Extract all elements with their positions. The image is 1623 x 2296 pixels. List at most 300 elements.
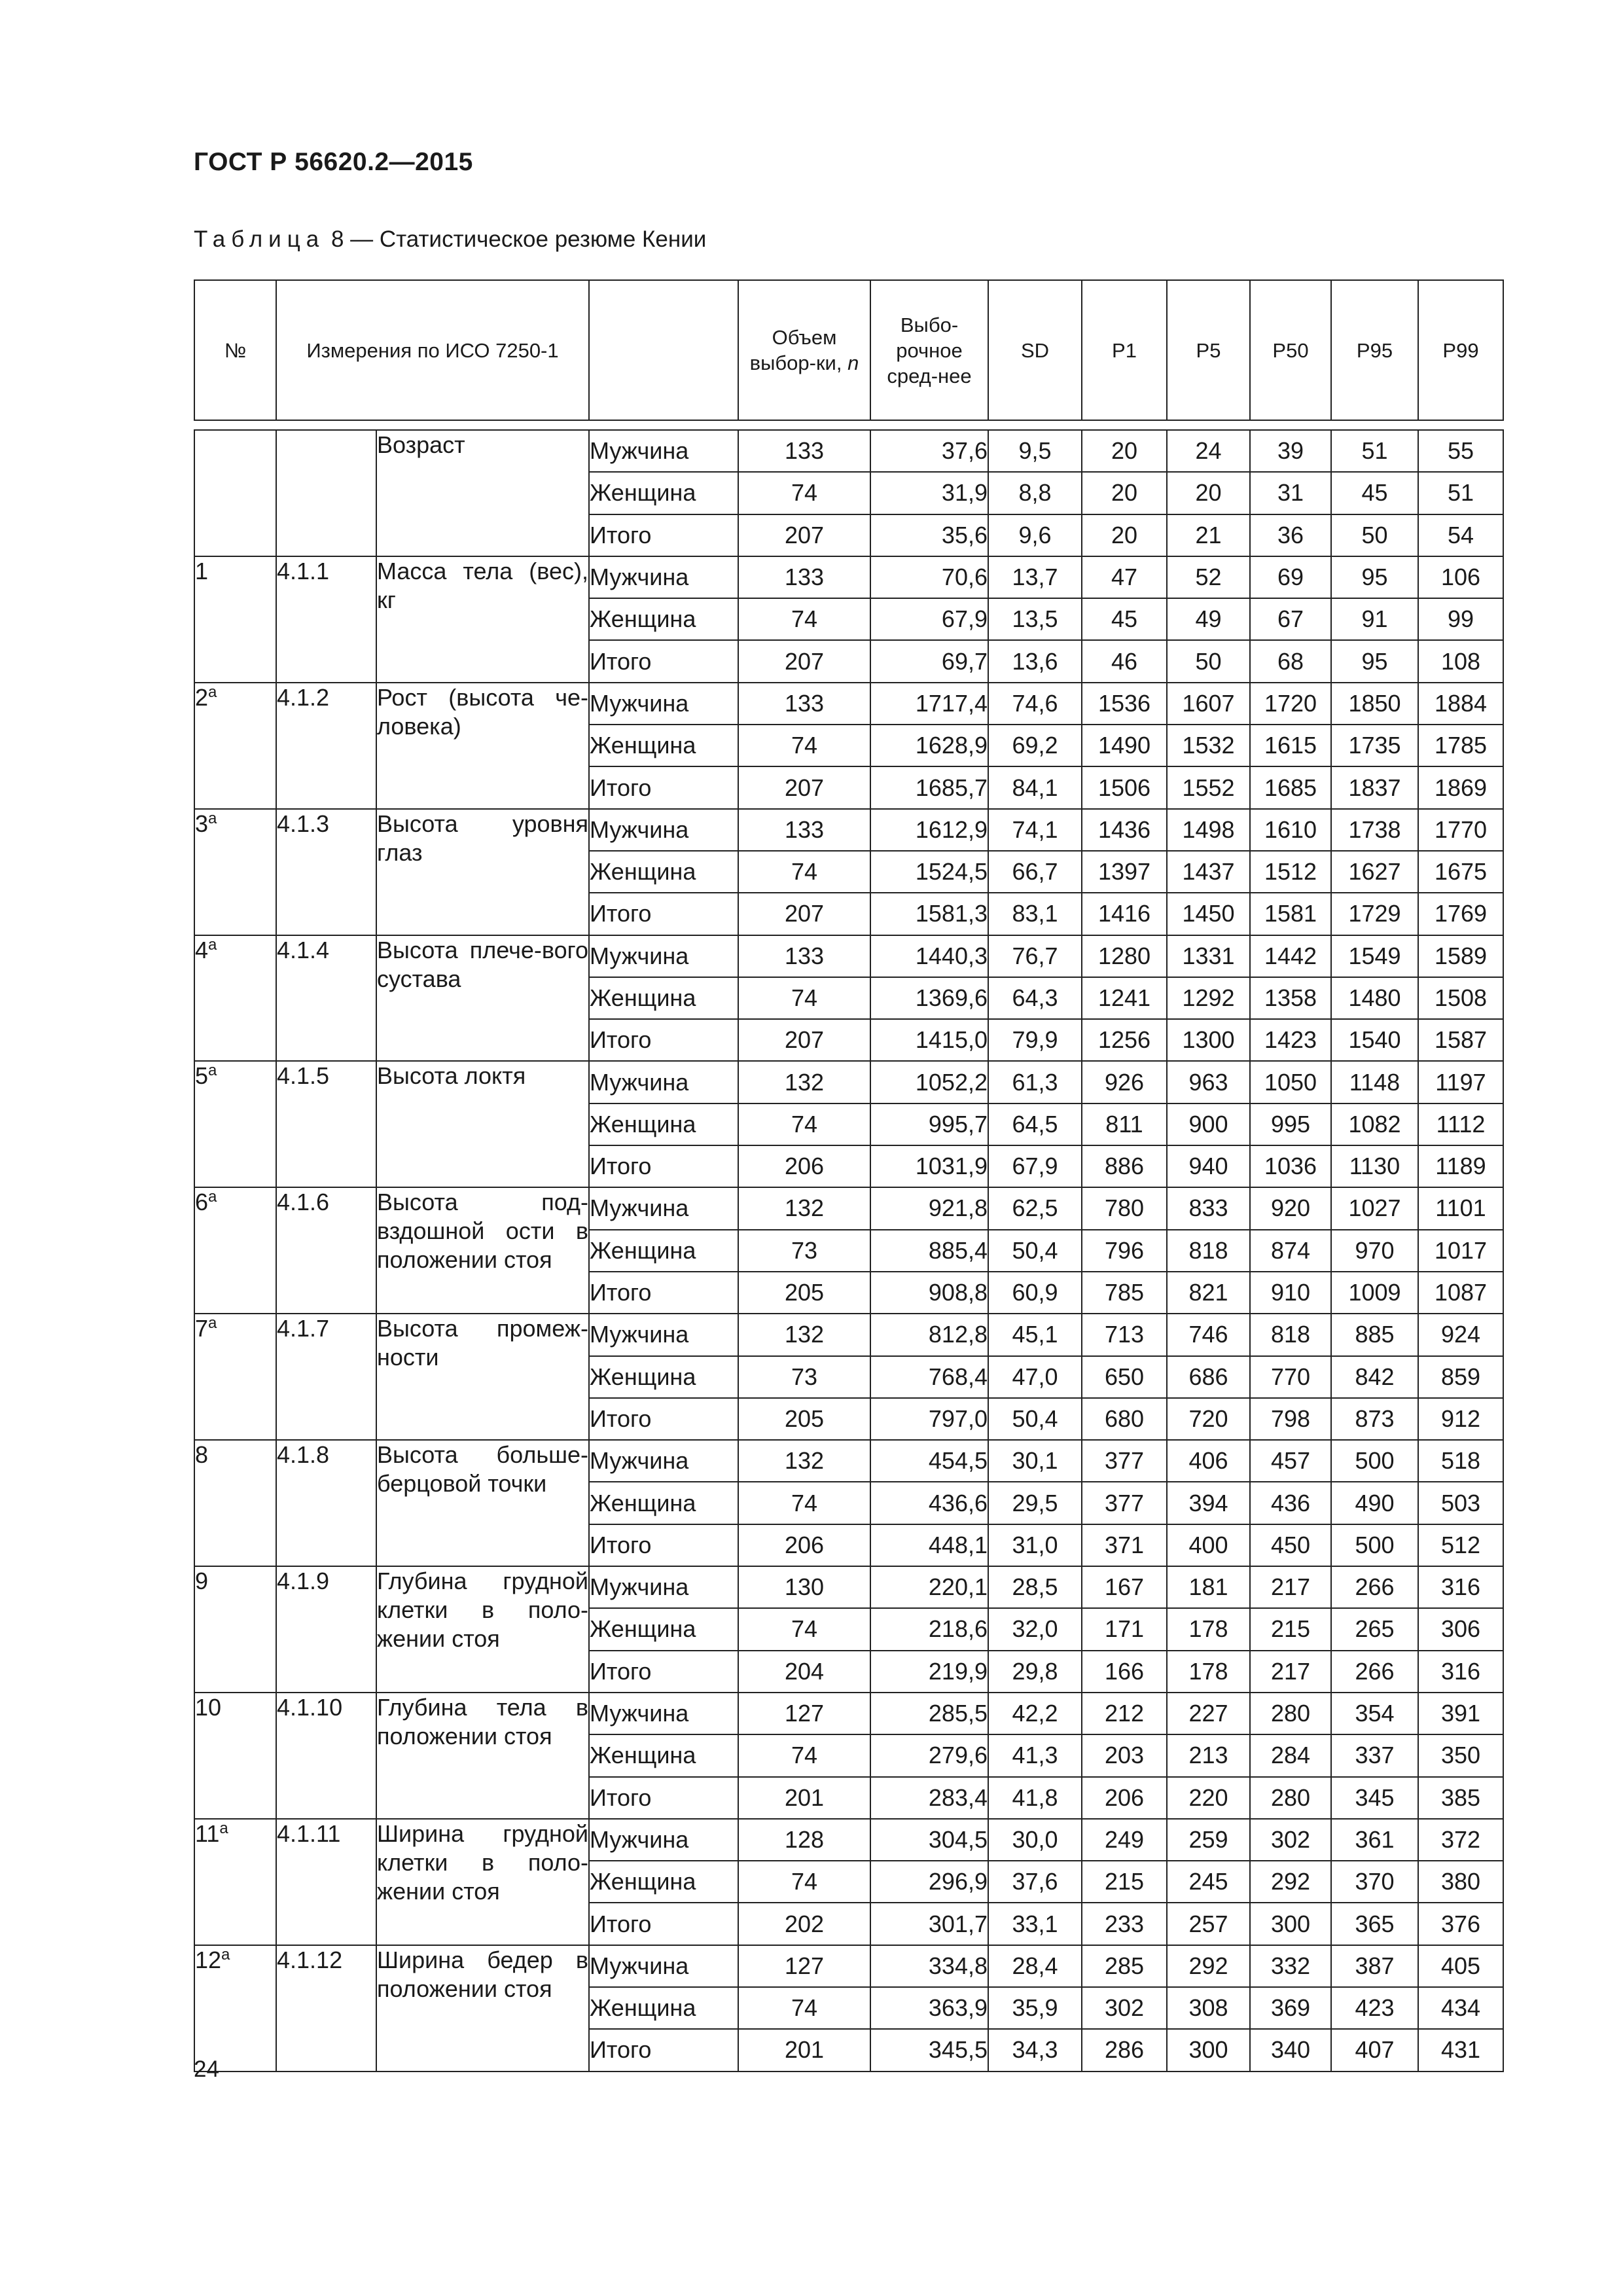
cell-mean: 448,1 [870,1524,988,1566]
cell-p99: 1101 [1418,1187,1503,1229]
measurement-group [194,1945,1503,2072]
cell-p95: 95 [1331,640,1418,682]
cell-p50: 36 [1250,514,1331,556]
header-p1: P1 [1082,280,1167,420]
cell-p95: 95 [1331,556,1418,598]
cell-p99: 1087 [1418,1272,1503,1314]
cell-p99: 51 [1418,472,1503,514]
header-sample-mean: Выбо-рочное сред-нее [870,280,988,420]
cell-mean: 345,5 [870,2029,988,2071]
row-number [194,1819,276,1945]
row-number [194,1440,276,1566]
footnote-mark: a [208,1314,217,1333]
sex-label: Женщина [589,1103,738,1145]
cell-p50: 1720 [1250,683,1331,725]
cell-p99: 316 [1418,1651,1503,1693]
cell-mean: 1685,7 [870,766,988,808]
cell-sd: 41,3 [988,1734,1082,1776]
cell-p1: 46 [1082,640,1167,682]
cell-p95: 1549 [1331,935,1418,977]
table-row [194,1566,1503,1608]
cell-p50: 332 [1250,1945,1331,1987]
measurement-name: Высота промеж-ности [376,1314,589,1440]
cell-n: 205 [738,1272,870,1314]
cell-p99: 306 [1418,1608,1503,1650]
footnote-mark: a [221,1945,230,1964]
cell-p5: 400 [1167,1524,1250,1566]
row-number [194,1945,276,2072]
measurement-group [194,556,1503,683]
measurement-name: Глубина грудной клетки в поло-жении стоя [376,1566,589,1693]
sex-label: Мужчина [589,1693,738,1734]
measurement-group [194,430,1503,556]
cell-p50: 68 [1250,640,1331,682]
cell-mean: 1415,0 [870,1019,988,1061]
sex-label: Мужчина [589,935,738,977]
row-number [194,1566,276,1693]
cell-p50: 874 [1250,1230,1331,1272]
iso-clause: 4.1.3 [276,809,376,935]
cell-p50: 284 [1250,1734,1331,1776]
sex-label: Мужчина [589,556,738,598]
sex-label: Мужчина [589,1061,738,1103]
cell-p95: 361 [1331,1819,1418,1861]
cell-mean: 1717,4 [870,683,988,725]
cell-n: 206 [738,1524,870,1566]
cell-sd: 42,2 [988,1693,1082,1734]
header-sample-size-text: Объем выбор-ки, [749,326,848,374]
cell-p5: 227 [1167,1693,1250,1734]
cell-sd: 64,5 [988,1103,1082,1145]
cell-p95: 407 [1331,2029,1418,2071]
measurement-name: Высота плече-вого сустава [376,935,589,1062]
cell-p1: 20 [1082,514,1167,556]
cell-mean: 908,8 [870,1272,988,1314]
sex-label: Итого [589,1272,738,1314]
cell-mean: 220,1 [870,1566,988,1608]
footnote-mark: a [208,1188,217,1206]
sex-label: Женщина [589,1861,738,1903]
sex-label: Женщина [589,1987,738,2029]
cell-p50: 31 [1250,472,1331,514]
cell-p1: 171 [1082,1608,1167,1650]
cell-n: 201 [738,1777,870,1819]
cell-p50: 798 [1250,1398,1331,1440]
iso-clause: 4.1.6 [276,1187,376,1314]
measurement-group [194,935,1503,1062]
iso-clause: 4.1.8 [276,1440,376,1566]
table-row [194,430,1503,472]
cell-p5: 1607 [1167,683,1250,725]
cell-sd: 30,1 [988,1440,1082,1482]
cell-n: 74 [738,1608,870,1650]
cell-n: 74 [738,1861,870,1903]
cell-sd: 29,8 [988,1651,1082,1693]
header-p99: P99 [1418,280,1503,420]
cell-mean: 67,9 [870,598,988,640]
cell-p1: 286 [1082,2029,1167,2071]
cell-p95: 1729 [1331,893,1418,935]
sex-label: Мужчина [589,683,738,725]
cell-p5: 1532 [1167,725,1250,766]
row-number [194,1187,276,1314]
table-caption-text: 8 — Статистическое резюме Кении [325,226,707,252]
measurement-name: Высота больше-берцовой точки [376,1440,589,1566]
cell-mean: 283,4 [870,1777,988,1819]
cell-p1: 926 [1082,1061,1167,1103]
table-row [194,1945,1503,1987]
cell-p5: 50 [1167,640,1250,682]
cell-n: 133 [738,683,870,725]
sex-label: Итого [589,893,738,935]
cell-sd: 60,9 [988,1272,1082,1314]
cell-p95: 1009 [1331,1272,1418,1314]
table-row [194,1187,1503,1229]
cell-mean: 304,5 [870,1819,988,1861]
row-number [194,683,276,809]
cell-n: 207 [738,1019,870,1061]
cell-p50: 457 [1250,1440,1331,1482]
iso-clause: 4.1.5 [276,1061,376,1187]
sex-label: Итого [589,1651,738,1693]
cell-p1: 377 [1082,1482,1167,1524]
cell-sd: 84,1 [988,766,1082,808]
cell-p50: 300 [1250,1903,1331,1945]
sex-label: Итого [589,1019,738,1061]
cell-mean: 285,5 [870,1693,988,1734]
cell-p1: 249 [1082,1819,1167,1861]
cell-p50: 1581 [1250,893,1331,935]
cell-p50: 1512 [1250,851,1331,893]
cell-p99: 54 [1418,514,1503,556]
cell-p50: 340 [1250,2029,1331,2071]
cell-p99: 316 [1418,1566,1503,1608]
header-sd: SD [988,280,1082,420]
cell-p99: 391 [1418,1693,1503,1734]
sex-label: Женщина [589,472,738,514]
cell-p1: 20 [1082,472,1167,514]
cell-p99: 1675 [1418,851,1503,893]
iso-clause [276,430,376,556]
measurement-name: Высота локтя [376,1061,589,1187]
measurement-group [194,1440,1503,1566]
cell-p99: 1112 [1418,1103,1503,1145]
header-p50: P50 [1250,280,1331,420]
cell-sd: 41,8 [988,1777,1082,1819]
cell-sd: 83,1 [988,893,1082,935]
cell-p95: 266 [1331,1566,1418,1608]
row-number [194,935,276,1062]
header-p95: P95 [1331,280,1418,420]
cell-n: 74 [738,1103,870,1145]
cell-p99: 512 [1418,1524,1503,1566]
cell-sd: 69,2 [988,725,1082,766]
cell-p50: 1442 [1250,935,1331,977]
cell-mean: 1612,9 [870,809,988,851]
header-sample-size [738,280,870,420]
iso-clause: 4.1.10 [276,1693,376,1819]
cell-p1: 650 [1082,1356,1167,1398]
cell-p5: 257 [1167,1903,1250,1945]
cell-sd: 31,0 [988,1524,1082,1566]
cell-sd: 33,1 [988,1903,1082,1945]
cell-p5: 1552 [1167,766,1250,808]
cell-p50: 215 [1250,1608,1331,1650]
cell-p95: 354 [1331,1693,1418,1734]
cell-p1: 285 [1082,1945,1167,1987]
measurement-name: Ширина бедер в положении стоя [376,1945,589,2072]
sex-label: Мужчина [589,1314,738,1355]
sex-label: Итого [589,1903,738,1945]
cell-p95: 500 [1331,1524,1418,1566]
measurement-name: Возраст [376,430,589,556]
iso-clause: 4.1.7 [276,1314,376,1440]
cell-p95: 91 [1331,598,1418,640]
cell-mean: 797,0 [870,1398,988,1440]
cell-p95: 873 [1331,1398,1418,1440]
cell-mean: 219,9 [870,1651,988,1693]
row-number-value: 3 [195,810,209,837]
cell-p5: 259 [1167,1819,1250,1861]
cell-sd: 79,9 [988,1019,1082,1061]
cell-mean: 885,4 [870,1230,988,1272]
cell-p50: 67 [1250,598,1331,640]
cell-p1: 45 [1082,598,1167,640]
cell-p5: 963 [1167,1061,1250,1103]
cell-p95: 1837 [1331,766,1418,808]
cell-p5: 220 [1167,1777,1250,1819]
cell-p1: 713 [1082,1314,1167,1355]
cell-p99: 924 [1418,1314,1503,1355]
cell-p50: 995 [1250,1103,1331,1145]
cell-p95: 970 [1331,1230,1418,1272]
cell-p95: 1738 [1331,809,1418,851]
cell-p95: 1027 [1331,1187,1418,1229]
cell-mean: 70,6 [870,556,988,598]
measurement-group [194,1566,1503,1693]
cell-sd: 74,1 [988,809,1082,851]
cell-p95: 1148 [1331,1061,1418,1103]
cell-p95: 365 [1331,1903,1418,1945]
cell-p1: 780 [1082,1187,1167,1229]
cell-p5: 1437 [1167,851,1250,893]
cell-p1: 20 [1082,430,1167,472]
table-caption [194,226,706,253]
measurement-name: Глубина тела в положении стоя [376,1693,589,1819]
table-row [194,1693,1503,1734]
cell-p99: 385 [1418,1777,1503,1819]
cell-p50: 1050 [1250,1061,1331,1103]
cell-p5: 394 [1167,1482,1250,1524]
cell-mean: 454,5 [870,1440,988,1482]
cell-p1: 47 [1082,556,1167,598]
cell-p1: 166 [1082,1651,1167,1693]
cell-sd: 35,9 [988,1987,1082,2029]
cell-p5: 1450 [1167,893,1250,935]
cell-p99: 108 [1418,640,1503,682]
cell-mean: 1052,2 [870,1061,988,1103]
cell-n: 130 [738,1566,870,1608]
cell-p5: 245 [1167,1861,1250,1903]
cell-p5: 178 [1167,1651,1250,1693]
cell-n: 206 [738,1145,870,1187]
cell-p99: 1770 [1418,809,1503,851]
cell-p1: 371 [1082,1524,1167,1566]
cell-mean: 279,6 [870,1734,988,1776]
cell-p1: 886 [1082,1145,1167,1187]
header-iso-measurement: Измерения по ИСО 7250-1 [276,280,589,420]
measurement-group [194,683,1503,809]
sex-label: Женщина [589,1230,738,1272]
cell-p1: 203 [1082,1734,1167,1776]
row-number-value: 6 [195,1189,209,1216]
cell-p5: 1498 [1167,809,1250,851]
sex-label: Женщина [589,977,738,1019]
row-number-value: 10 [195,1693,222,1721]
cell-sd: 66,7 [988,851,1082,893]
cell-n: 73 [738,1230,870,1272]
cell-mean: 436,6 [870,1482,988,1524]
cell-mean: 995,7 [870,1103,988,1145]
cell-sd: 74,6 [988,683,1082,725]
cell-p1: 1256 [1082,1019,1167,1061]
separator-gap [194,420,1503,430]
sex-label: Итого [589,766,738,808]
row-number-value: 12 [195,1946,222,1973]
cell-p5: 308 [1167,1987,1250,2029]
cell-sd: 29,5 [988,1482,1082,1524]
iso-clause: 4.1.12 [276,1945,376,2072]
cell-n: 207 [738,514,870,556]
row-number-value: 7 [195,1315,209,1342]
cell-p99: 912 [1418,1398,1503,1440]
cell-p95: 1130 [1331,1145,1418,1187]
cell-p1: 206 [1082,1777,1167,1819]
cell-p99: 859 [1418,1356,1503,1398]
cell-p50: 1358 [1250,977,1331,1019]
cell-p99: 372 [1418,1819,1503,1861]
cell-sd: 50,4 [988,1398,1082,1440]
cell-p50: 280 [1250,1693,1331,1734]
cell-mean: 1369,6 [870,977,988,1019]
cell-n: 133 [738,809,870,851]
cell-n: 74 [738,1734,870,1776]
cell-p95: 885 [1331,1314,1418,1355]
footnote-mark: a [208,683,217,701]
cell-n: 127 [738,1945,870,1987]
cell-p95: 1850 [1331,683,1418,725]
cell-p95: 265 [1331,1608,1418,1650]
cell-sd: 67,9 [988,1145,1082,1187]
cell-mean: 1031,9 [870,1145,988,1187]
cell-p5: 1331 [1167,935,1250,977]
cell-n: 202 [738,1903,870,1945]
cell-mean: 1628,9 [870,725,988,766]
cell-p1: 167 [1082,1566,1167,1608]
cell-p1: 302 [1082,1987,1167,2029]
cell-n: 133 [738,935,870,977]
row-number [194,556,276,683]
cell-p1: 680 [1082,1398,1167,1440]
cell-n: 133 [738,430,870,472]
cell-p1: 233 [1082,1903,1167,1945]
row-number-value: 5 [195,1062,209,1090]
table-row [194,1314,1503,1355]
iso-clause: 4.1.9 [276,1566,376,1693]
cell-p95: 266 [1331,1651,1418,1693]
cell-p5: 406 [1167,1440,1250,1482]
cell-p5: 686 [1167,1356,1250,1398]
cell-sd: 61,3 [988,1061,1082,1103]
cell-p99: 380 [1418,1861,1503,1903]
cell-p1: 1397 [1082,851,1167,893]
cell-p5: 21 [1167,514,1250,556]
sex-label: Женщина [589,1482,738,1524]
header-p5: P5 [1167,280,1250,420]
cell-n: 74 [738,977,870,1019]
cell-n: 133 [738,556,870,598]
cell-mean: 1440,3 [870,935,988,977]
cell-mean: 363,9 [870,1987,988,2029]
document-code: ГОСТ Р 56620.2—2015 [194,148,473,176]
footnote-mark: a [208,809,217,827]
cell-mean: 812,8 [870,1314,988,1355]
cell-p5: 52 [1167,556,1250,598]
cell-mean: 1581,3 [870,893,988,935]
cell-p99: 1785 [1418,725,1503,766]
cell-p5: 1300 [1167,1019,1250,1061]
cell-mean: 31,9 [870,472,988,514]
row-number-value: 11 [195,1820,220,1847]
measurement-name: Рост (высота че-ловека) [376,683,589,809]
cell-p95: 45 [1331,472,1418,514]
cell-p50: 217 [1250,1651,1331,1693]
cell-sd: 32,0 [988,1608,1082,1650]
cell-p1: 1506 [1082,766,1167,808]
cell-p50: 369 [1250,1987,1331,2029]
cell-mean: 37,6 [870,430,988,472]
measurement-name: Ширина грудной клетки в поло-жении стоя [376,1819,589,1945]
cell-mean: 218,6 [870,1608,988,1650]
cell-p1: 1536 [1082,683,1167,725]
cell-p95: 423 [1331,1987,1418,2029]
cell-p5: 720 [1167,1398,1250,1440]
measurement-group [194,809,1503,935]
cell-n: 74 [738,1482,870,1524]
measurement-group [194,1061,1503,1187]
cell-n: 128 [738,1819,870,1861]
row-number [194,809,276,935]
cell-p50: 1036 [1250,1145,1331,1187]
cell-p99: 106 [1418,556,1503,598]
table-row [194,1440,1503,1482]
sex-label: Итого [589,1398,738,1440]
table-row [194,1819,1503,1861]
cell-p1: 811 [1082,1103,1167,1145]
sex-label: Мужчина [589,1440,738,1482]
sex-label: Мужчина [589,1187,738,1229]
cell-mean: 921,8 [870,1187,988,1229]
cell-p99: 1589 [1418,935,1503,977]
sex-label: Женщина [589,598,738,640]
cell-p5: 178 [1167,1608,1250,1650]
sex-label: Женщина [589,1734,738,1776]
measurement-group [194,1187,1503,1314]
cell-p1: 377 [1082,1440,1167,1482]
cell-p50: 450 [1250,1524,1331,1566]
cell-p95: 1627 [1331,851,1418,893]
cell-n: 205 [738,1398,870,1440]
